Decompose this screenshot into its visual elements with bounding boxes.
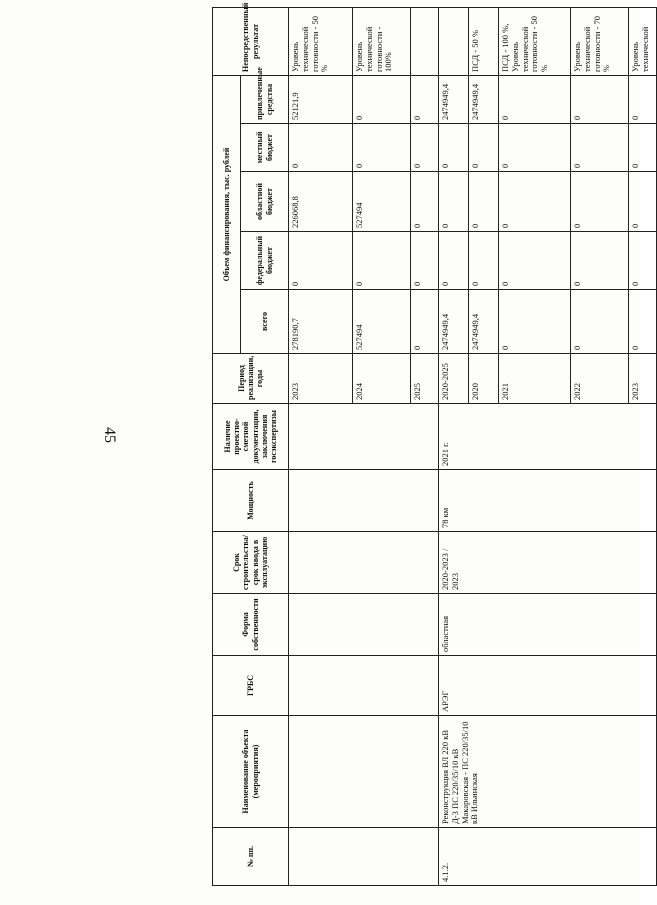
header-regional: областной бюджет xyxy=(241,172,289,232)
empty-cell xyxy=(289,404,439,470)
attracted-cell: 0 xyxy=(411,75,439,123)
local-cell: 0 xyxy=(439,124,469,172)
period-cell: 2022 xyxy=(571,354,629,404)
header-grbs: ГРБС xyxy=(213,656,289,716)
regional-cell: 226068,8 xyxy=(289,172,353,232)
header-attracted: привлеченные средства xyxy=(241,75,289,123)
header-federal: федеральный бюджет xyxy=(241,232,289,290)
local-cell: 0 xyxy=(629,124,657,172)
total-cell: 0 xyxy=(571,290,629,354)
empty-cell xyxy=(289,594,439,656)
local-cell: 0 xyxy=(571,124,629,172)
local-cell: 0 xyxy=(353,124,411,172)
result-cell xyxy=(411,7,439,75)
project-number: 4.1.2. xyxy=(439,828,657,886)
federal-cell: 0 xyxy=(499,232,571,290)
attracted-cell: 52121,9 xyxy=(289,75,353,123)
regional-cell: 527494 xyxy=(353,172,411,232)
attracted-cell: 0 xyxy=(571,75,629,123)
regional-cell: 0 xyxy=(439,172,469,232)
result-cell: Уровень технической готовности - 70 % xyxy=(571,7,629,75)
table-rotation-frame xyxy=(212,2,650,886)
attracted-cell: 0 xyxy=(353,75,411,123)
federal-cell: 0 xyxy=(629,232,657,290)
attracted-cell: 2474949,4 xyxy=(439,75,469,123)
period-cell: 2023 xyxy=(629,354,657,404)
period-cell: 2025 xyxy=(411,354,439,404)
total-cell: 278190,7 xyxy=(289,290,353,354)
header-object-name: Наименование объекта (мероприятия) xyxy=(213,716,289,828)
federal-cell: 0 xyxy=(469,232,499,290)
regional-cell: 0 xyxy=(629,172,657,232)
local-cell: 0 xyxy=(289,124,353,172)
empty-cell xyxy=(289,656,439,716)
header-result: Непосредственный результат xyxy=(213,7,289,75)
project-ownership: областная xyxy=(439,594,657,656)
project-grbs: АРЭГ xyxy=(439,656,657,716)
empty-cell xyxy=(289,470,439,532)
project-term: 2020-2023 / 2023 xyxy=(439,532,657,594)
total-cell: 0 xyxy=(499,290,571,354)
regional-cell: 0 xyxy=(411,172,439,232)
local-cell: 0 xyxy=(411,124,439,172)
attracted-cell: 0 xyxy=(629,75,657,123)
header-period: Период реализации, годы xyxy=(213,354,289,404)
header-ownership: Форма собственности xyxy=(213,594,289,656)
total-cell: 2474949,4 xyxy=(439,290,469,354)
federal-cell: 0 xyxy=(411,232,439,290)
federal-cell: 0 xyxy=(439,232,469,290)
federal-cell: 0 xyxy=(353,232,411,290)
empty-cell xyxy=(289,828,439,886)
result-cell: Уровень технической готовности - 100% xyxy=(353,7,411,75)
period-cell: 2020 xyxy=(469,354,499,404)
project-name: Реконструкция ВЛ 220 кВ Д-3 ПС 220/35/10 кВ Макаровская - ПС 220/35/10 кВ Ильинская xyxy=(439,716,657,828)
header-local: местный бюджет xyxy=(241,124,289,172)
empty-cell xyxy=(289,716,439,828)
empty-cell xyxy=(289,532,439,594)
attracted-cell: 2474949,4 xyxy=(469,75,499,123)
attracted-cell: 0 xyxy=(499,75,571,123)
table-row xyxy=(439,7,469,885)
period-cell: 2021 xyxy=(499,354,571,404)
header-psd: Наличие проектно-сметной документации, заключения госэкспертизы xyxy=(213,404,289,470)
total-cell: 0 xyxy=(411,290,439,354)
page-number: 45 xyxy=(101,427,118,443)
header-no: № пп. xyxy=(213,828,289,886)
regional-cell: 0 xyxy=(499,172,571,232)
result-cell: ПСД - 50 % xyxy=(469,7,499,75)
header-financing: Объем финансирования, тыс. рублей xyxy=(213,75,241,353)
table-rotation-inner xyxy=(212,2,650,886)
project-capacity: 78 км xyxy=(439,470,657,532)
project-psd: 2021 г. xyxy=(439,404,657,470)
federal-cell: 0 xyxy=(289,232,353,290)
federal-cell: 0 xyxy=(571,232,629,290)
header-total: всего xyxy=(241,290,289,354)
header-capacity: Мощность xyxy=(213,470,289,532)
result-cell: Уровень технической xyxy=(629,7,657,75)
result-cell xyxy=(439,7,469,75)
table-row xyxy=(289,7,353,885)
result-cell: Уровень технической готовности - 50 % xyxy=(289,7,353,75)
result-cell: ПСД - 100 %, Уровень технической готовности - 50 % xyxy=(499,7,571,75)
financing-table xyxy=(212,2,657,886)
local-cell: 0 xyxy=(499,124,571,172)
period-cell: 2024 xyxy=(353,354,411,404)
local-cell: 0 xyxy=(469,124,499,172)
total-cell: 0 xyxy=(629,290,657,354)
total-cell: 2474949,4 xyxy=(469,290,499,354)
total-cell: 527494 xyxy=(353,290,411,354)
period-cell: 2023 xyxy=(289,354,353,404)
header-term: Срок строительства/срок ввода в эксплуатацию xyxy=(213,532,289,594)
period-cell: 2020-2025 xyxy=(439,354,469,404)
regional-cell: 0 xyxy=(571,172,629,232)
regional-cell: 0 xyxy=(469,172,499,232)
